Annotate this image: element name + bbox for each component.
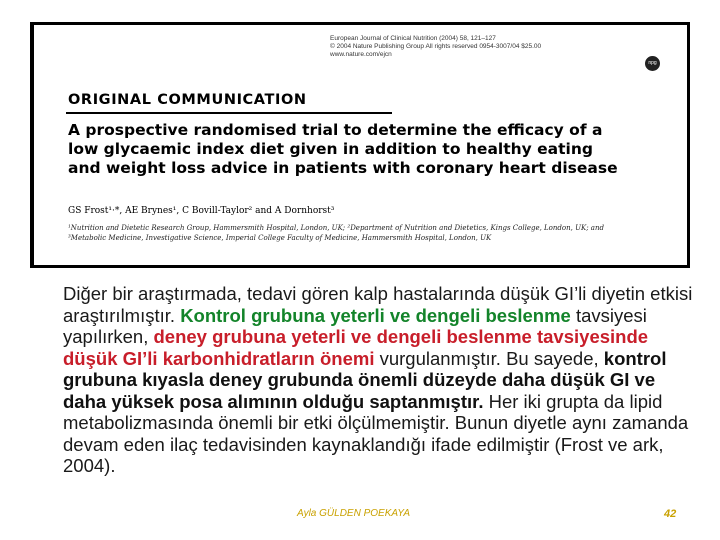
section-rule (66, 112, 392, 114)
body-text-plain: Diğer bir araştırmada, tedavi gören kalp hastalarında düşük GI’li diyetin etkisi araştırılmıştır. (63, 283, 693, 326)
journal-line: European Journal of Clinical Nutrition (2004) 58, 121–127 (330, 35, 496, 42)
body-text-plain: Her iki grupta da lipid metabolizmasında önemli bir etki ölçülmemiştir. Bunun diyetle aynı zamanda devam eden ilaç tedavisinden kaynaklandığı ifade edilmiştir (Frost ve ark, 2004). (63, 390, 689, 476)
slide-body-text (63, 283, 703, 477)
body-text-bold: kontrol grubuna kıyasla deney grubunda önemli düzeyde daha düşük GI ve daha yüksek posa alımının olduğu saptanmıştır. (63, 347, 667, 412)
journal-line: © 2004 Nature Publishing Group All rights reserved 0954-3007/04 $25.00 (330, 43, 542, 50)
paper-authors: GS Frost¹·*, AE Brynes¹, C Bovill-Taylor² and A Dornhorst³ (68, 206, 335, 216)
page-number: 42 (664, 508, 677, 520)
body-text-green: Kontrol grubuna yeterli ve dengeli beslenme (180, 304, 571, 326)
body-text-red: deney grubuna yeterli ve dengeli beslenme tavsiyesinde düşük GI’li karbonhidratların önemi (63, 326, 649, 369)
paper-title: A prospective randomised trial to determine the efficacy of a low glycaemic index diet given in addition to healthy eating and weight loss advice in patients with coronary heart disease (68, 121, 618, 177)
section-label: ORIGINAL COMMUNICATION (68, 92, 307, 108)
footer-author: Ayla GÜLDEN POEKAYA (297, 508, 411, 519)
body-text-plain: tavsiyesi yapılırken, (63, 304, 647, 347)
publisher-logo: npg (645, 56, 660, 71)
paper-affiliations: ¹Nutrition and Dietetic Research Group, Hammersmith Hospital, London, UK; ²Department of Nutrition and Dietetics, Kings College, London, UK; and ³Metabolic Medicine, Investigative Science, Imperial College Faculty of Medicine, Hammersmith Hospital, London, UK (68, 224, 604, 242)
body-text-plain: vurgulanmıştır. Bu sayede, (374, 347, 604, 369)
journal-header (330, 35, 630, 59)
journal-line: www.nature.com/ejcn (330, 51, 392, 58)
